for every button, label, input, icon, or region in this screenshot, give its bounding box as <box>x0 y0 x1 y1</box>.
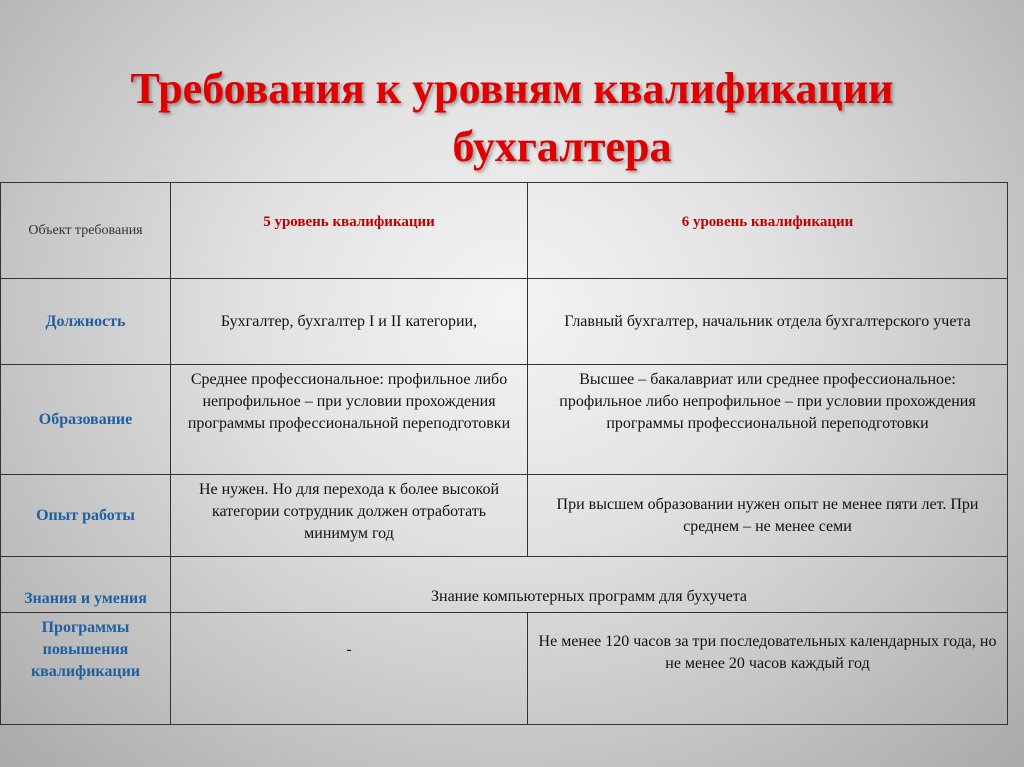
cell-position-level5: Бухгалтер, бухгалтер I и II категории, <box>171 279 528 365</box>
cell-position-level6: Главный бухгалтер, начальник отдела бухгалтерского учета <box>528 279 1008 365</box>
header-level-5: 5 уровень квалификации <box>171 183 528 279</box>
cell-training-level5: - <box>171 613 528 725</box>
slide-title-line1: Требования к уровням квалификации <box>130 64 894 113</box>
cell-education-level6: Высшее – бакалавриат или среднее профессиональное: профильное либо непрофильное – при условии прохождения программы профессиональной переподготовки <box>528 365 1008 475</box>
header-level-6: 6 уровень квалификации <box>528 183 1008 279</box>
cell-training-level6: Не менее 120 часов за три последовательных календарных года, но не менее 20 часов каждый год <box>528 613 1008 725</box>
row-label-knowledge: Знания и умения <box>1 557 171 613</box>
table-row-knowledge <box>1 557 1008 613</box>
slide-title <box>0 60 1024 176</box>
header-object: Объект требования <box>1 183 171 279</box>
table-row-position <box>1 279 1008 365</box>
table-row-education <box>1 365 1008 475</box>
table-header-row <box>1 183 1008 279</box>
row-label-position: Должность <box>1 279 171 365</box>
row-label-experience: Опыт работы <box>1 475 171 557</box>
row-label-education: Образование <box>1 365 171 475</box>
cell-experience-level5: Не нужен. Но для перехода к более высокой категории сотрудник должен отработать минимум год <box>171 475 528 557</box>
row-label-training: Программы повышения квалификации <box>1 613 171 725</box>
qualification-table <box>0 182 1008 725</box>
table-row-experience <box>1 475 1008 557</box>
cell-knowledge-common: Знание компьютерных программ для бухучета <box>171 557 1008 613</box>
table-row-training <box>1 613 1008 725</box>
cell-education-level5: Среднее профессиональное: профильное либо непрофильное – при условии прохождения программы профессиональной переподготовки <box>171 365 528 475</box>
slide-title-line2: бухгалтера <box>452 122 672 171</box>
cell-experience-level6: При высшем образовании нужен опыт не менее пяти лет. При среднем – не менее семи <box>528 475 1008 557</box>
